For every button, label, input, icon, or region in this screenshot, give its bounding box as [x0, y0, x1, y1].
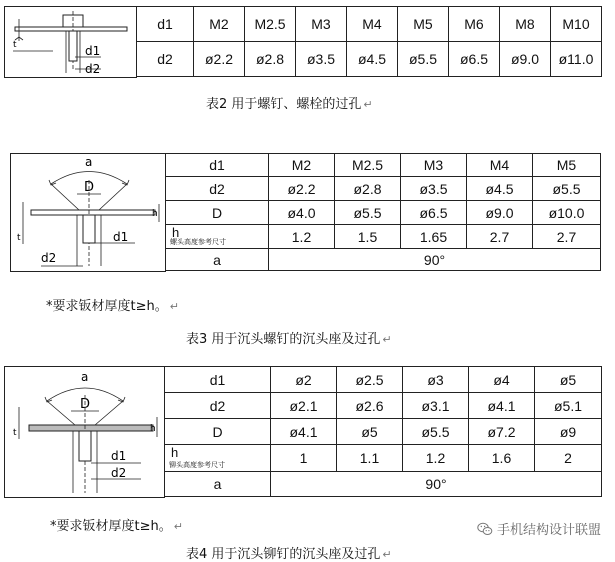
table-cell: M2 — [194, 7, 245, 42]
table-cell: M6 — [449, 7, 500, 42]
paragraph-mark-icon: ↵ — [169, 300, 179, 313]
table-cell: ø11.0 — [551, 42, 602, 77]
table-row — [166, 225, 601, 249]
paragraph-mark-icon: ↵ — [363, 98, 373, 111]
svg-text:a: a — [81, 370, 89, 384]
table-cell: ø5 — [337, 419, 403, 445]
row-label: d2 — [166, 177, 269, 201]
table4-caption — [186, 543, 392, 562]
table-cell: ø9.0 — [500, 42, 551, 77]
row-label: D — [165, 419, 271, 445]
table-cell: M4 — [347, 7, 398, 42]
table-cell: ø4 — [469, 367, 535, 393]
table-cell: M3 — [401, 154, 467, 177]
table-cell: M2.5 — [335, 154, 401, 177]
table-cell: ø4.5 — [347, 42, 398, 77]
table-cell: ø2.8 — [245, 42, 296, 77]
table-cell: ø5.5 — [533, 177, 601, 201]
table-row — [165, 472, 602, 497]
row-label: d1 — [166, 154, 269, 177]
table-cell: 1.65 — [401, 225, 467, 249]
row-label: a — [165, 472, 271, 497]
table-cell: ø3.5 — [401, 177, 467, 201]
svg-text:d2: d2 — [85, 62, 101, 76]
table4-note — [50, 515, 183, 534]
table-cell: 1.2 — [269, 225, 335, 249]
paragraph-mark-icon: ↵ — [173, 520, 183, 533]
table-cell: ø4.1 — [271, 419, 337, 445]
table-cell: ø5 — [535, 367, 602, 393]
table-cell: ø2 — [271, 367, 337, 393]
table-cell: 1.6 — [469, 445, 535, 472]
table-row — [165, 393, 602, 419]
svg-text:d1: d1 — [111, 449, 127, 463]
table-cell: 1.2 — [403, 445, 469, 472]
watermark-text: 手机结构设计联盟 — [496, 523, 601, 538]
table-row — [166, 249, 601, 271]
table-cell: ø5.5 — [335, 201, 401, 225]
paragraph-mark-icon: ↵ — [382, 333, 392, 346]
paragraph-mark-icon: ↵ — [382, 548, 392, 561]
table-row — [165, 367, 602, 393]
row-label: d2 — [165, 393, 271, 419]
table-cell: ø4.0 — [269, 201, 335, 225]
table-cell: M8 — [500, 7, 551, 42]
table-cell: ø6.5 — [401, 201, 467, 225]
table-cell: ø6.5 — [449, 42, 500, 77]
row-sublabel: 螺头高度参考尺寸 — [170, 239, 226, 246]
table-cell: 1.5 — [335, 225, 401, 249]
table-cell: M2 — [269, 154, 335, 177]
table-row — [137, 7, 602, 42]
note-text: *要求钣材厚度t≥h。 — [50, 519, 172, 534]
caption-text: 表3 用于沉头螺钉的沉头座及过孔 — [186, 332, 381, 347]
wechat-icon — [477, 521, 493, 537]
table4-figure — [4, 366, 165, 498]
row-sublabel: 铆头高度参考尺寸 — [169, 462, 225, 469]
table-cell: M4 — [467, 154, 533, 177]
table-row — [166, 154, 601, 177]
note-text: *要求钣材厚度t≥h。 — [46, 299, 168, 314]
svg-text:d1: d1 — [113, 230, 129, 244]
caption-text: 表2 用于螺钉、螺栓的过孔 — [206, 97, 362, 112]
table-cell: 1.1 — [337, 445, 403, 472]
merged-cell: 90° — [269, 249, 601, 271]
svg-text:h: h — [150, 424, 156, 434]
table-cell: ø2.8 — [335, 177, 401, 201]
svg-text:d2: d2 — [41, 251, 57, 265]
svg-text:t: t — [13, 40, 17, 50]
table-cell: ø9 — [535, 419, 602, 445]
table-cell: ø5.1 — [535, 393, 602, 419]
screw-hole-diagram — [5, 7, 137, 77]
row-label — [166, 225, 269, 249]
table-cell: ø2.5 — [337, 367, 403, 393]
table-row — [137, 42, 602, 77]
table3-figure — [10, 153, 166, 272]
table2 — [136, 6, 602, 77]
table-row — [166, 177, 601, 201]
table-cell: ø7.2 — [469, 419, 535, 445]
table-row — [166, 201, 601, 225]
table-cell: ø3.5 — [296, 42, 347, 77]
table-cell: ø2.2 — [194, 42, 245, 77]
svg-text:t: t — [13, 428, 17, 438]
row-label: d1 — [165, 367, 271, 393]
svg-text:D: D — [80, 397, 91, 412]
row-label: D — [166, 201, 269, 225]
row-label — [165, 445, 271, 472]
table-cell: ø3 — [403, 367, 469, 393]
table-cell: ø10.0 — [533, 201, 601, 225]
table-cell: ø3.1 — [403, 393, 469, 419]
row-label-text: h — [172, 225, 180, 240]
table2-figure — [4, 6, 137, 78]
svg-text:d2: d2 — [111, 466, 127, 480]
table-cell: 2 — [535, 445, 602, 472]
countersunk-screw-diagram — [11, 154, 166, 271]
table-cell: ø5.5 — [398, 42, 449, 77]
svg-text:a: a — [85, 155, 93, 169]
table3-note — [46, 295, 179, 314]
svg-text:h: h — [152, 209, 158, 219]
table-cell: M5 — [398, 7, 449, 42]
table-cell: ø5.5 — [403, 419, 469, 445]
table-cell: ø4.5 — [467, 177, 533, 201]
row-label: a — [166, 249, 269, 271]
svg-text:D: D — [84, 180, 95, 195]
table3 — [165, 153, 601, 271]
table-cell: M5 — [533, 154, 601, 177]
table-cell: M2.5 — [245, 7, 296, 42]
table3-caption — [186, 328, 392, 347]
table-cell: 1 — [271, 445, 337, 472]
table4 — [164, 366, 602, 497]
table2-caption — [206, 93, 373, 112]
table-cell: 2.7 — [533, 225, 601, 249]
countersunk-rivet-diagram — [5, 367, 165, 497]
table-cell: ø4.1 — [469, 393, 535, 419]
table-cell: 2.7 — [467, 225, 533, 249]
table-cell: ø9.0 — [467, 201, 533, 225]
table-cell: M10 — [551, 7, 602, 42]
table-cell: ø2.1 — [271, 393, 337, 419]
row-label: d1 — [137, 7, 194, 42]
watermark — [477, 519, 601, 538]
table-row — [165, 445, 602, 472]
svg-text:t: t — [17, 233, 21, 243]
table-cell: ø2.6 — [337, 393, 403, 419]
table-cell: ø2.2 — [269, 177, 335, 201]
svg-text:d1: d1 — [85, 44, 101, 58]
table-cell: M3 — [296, 7, 347, 42]
table-row — [165, 419, 602, 445]
row-label: d2 — [137, 42, 194, 77]
merged-cell: 90° — [271, 472, 602, 497]
caption-text: 表4 用于沉头铆钉的沉头座及过孔 — [186, 547, 381, 562]
row-label-text: h — [171, 445, 179, 460]
